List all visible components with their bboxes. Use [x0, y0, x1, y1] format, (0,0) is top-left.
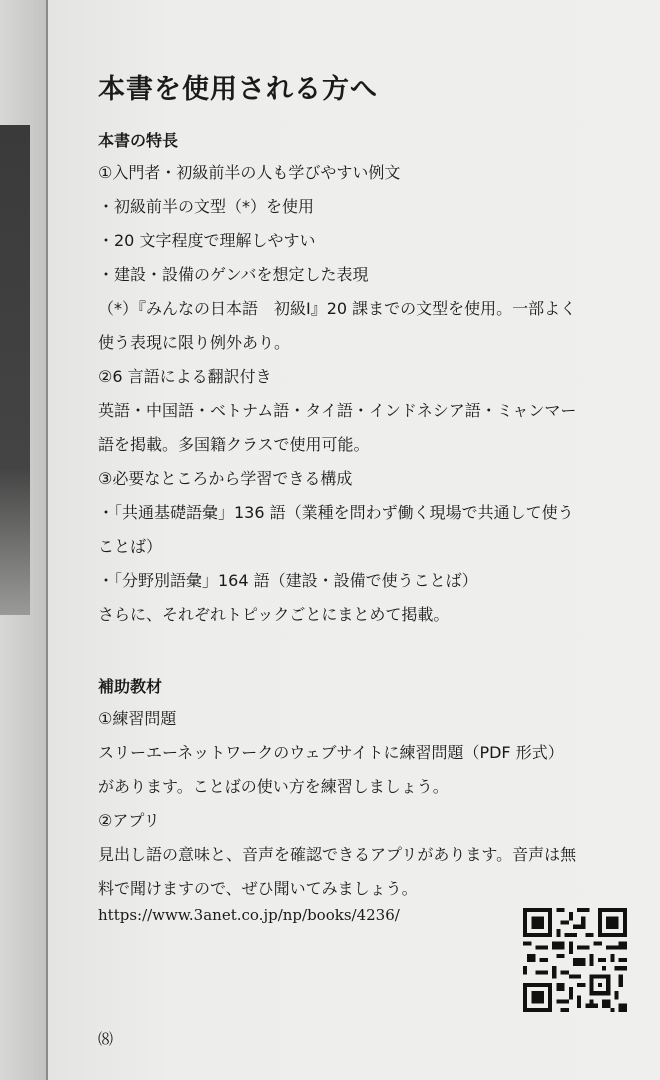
- website-url: https://www.3anet.co.jp/np/books/4236/: [98, 906, 400, 924]
- feature-line: さらに、それぞれトピックごとにまとめて掲載。: [98, 605, 450, 624]
- page-number: ⑻: [98, 1030, 114, 1048]
- page-content: [98, 68, 633, 1048]
- feature-line: ・初級前半の文型（*）を使用: [98, 197, 315, 216]
- material-line: があります。ことばの使い方を練習しましょう。: [98, 777, 449, 796]
- feature-line: ②6 言語による翻訳付き: [98, 367, 272, 386]
- book-binding: [0, 0, 48, 1080]
- feature-line: ①入門者・初級前半の人も学びやすい例文: [98, 163, 401, 182]
- feature-line: ・建設・設備のゲンバを想定した表現: [98, 265, 369, 284]
- material-line: ①練習問題: [98, 709, 177, 728]
- feature-line: 英語・中国語・ベトナム語・タイ語・インドネシア語・ミャンマー: [98, 401, 577, 420]
- qr-code-icon: [523, 908, 627, 1012]
- feature-line: （*）『みんなの日本語 初級Ⅰ』20 課までの文型を使用。一部よく: [98, 299, 577, 318]
- feature-line: 語を掲載。多国籍クラスで使用可能。: [98, 435, 370, 454]
- page-title: 本書を使用される方へ: [98, 74, 378, 105]
- material-line: スリーエーネットワークのウェブサイトに練習問題（PDF 形式）: [98, 743, 564, 762]
- spine-shadow: [0, 125, 30, 615]
- feature-line: 使う表現に限り例外あり。: [98, 333, 291, 352]
- features-heading: 本書の特長: [98, 131, 179, 150]
- material-line: ②アプリ: [98, 811, 160, 830]
- feature-line: ・「共通基礎語彙」136 語（業種を問わず働く現場で共通して使う: [98, 503, 574, 522]
- material-line: 見出し語の意味と、音声を確認できるアプリがあります。音声は無: [98, 845, 577, 864]
- materials-heading: 補助教材: [98, 677, 163, 696]
- feature-line: ことば）: [98, 537, 163, 556]
- feature-line: ・20 文字程度で理解しやすい: [98, 231, 316, 250]
- material-line: 料で聞けますので、ぜひ聞いてみましょう。: [98, 879, 418, 898]
- feature-line: ・「分野別語彙」164 語（建設・設備で使うことば）: [98, 571, 478, 590]
- section-spacer: [98, 632, 633, 658]
- feature-line: ③必要なところから学習できる構成: [98, 469, 353, 488]
- document-page: [48, 0, 660, 1080]
- materials-body: [98, 702, 633, 906]
- features-body: [98, 156, 633, 632]
